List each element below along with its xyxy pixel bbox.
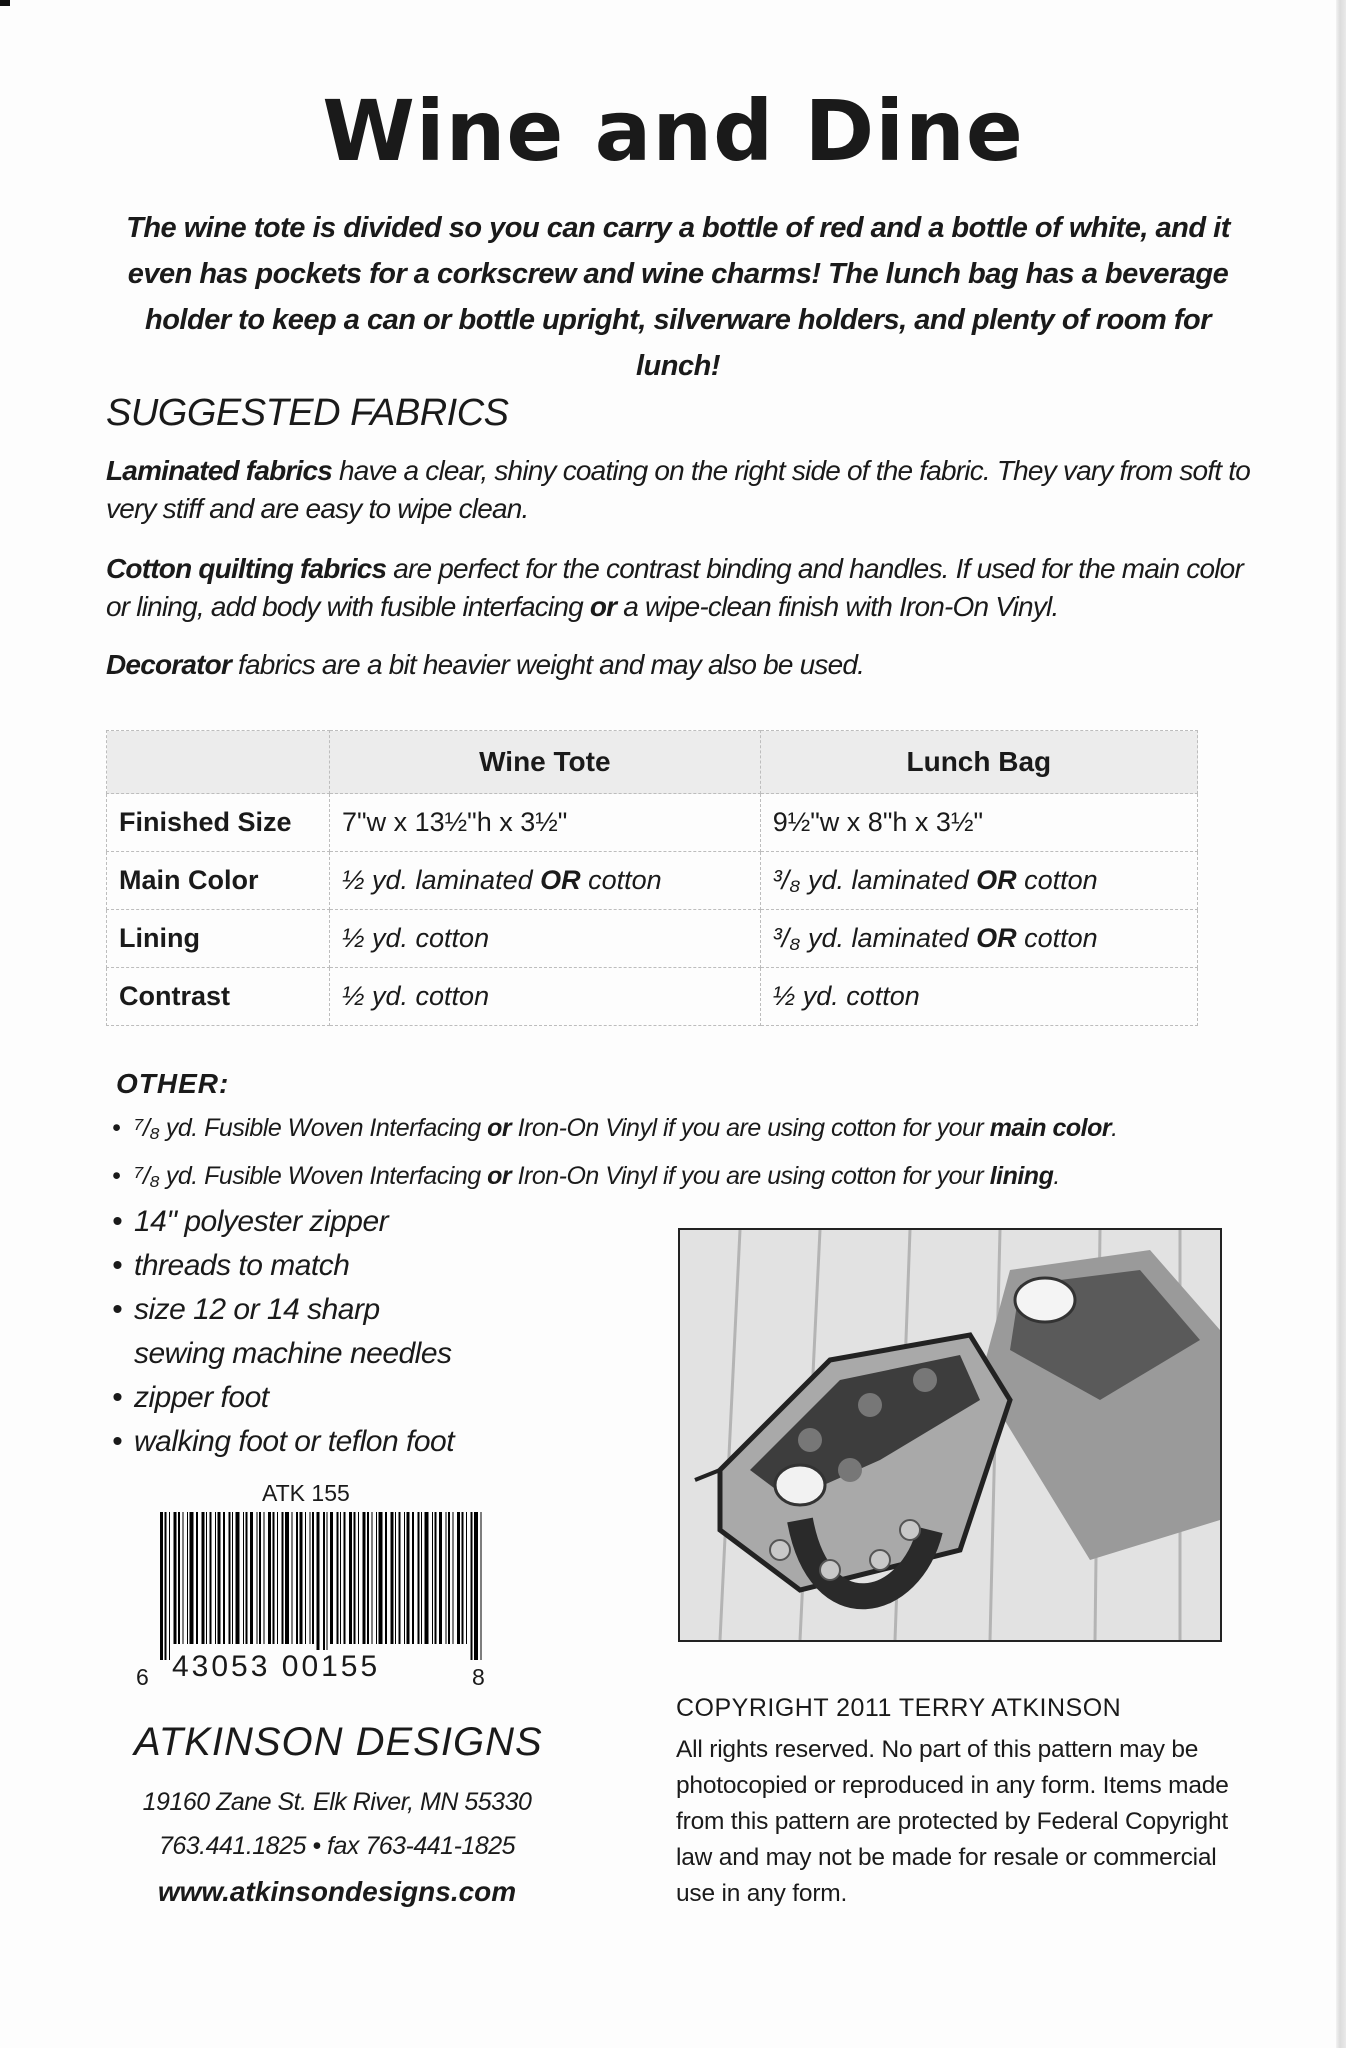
row-label: Finished Size xyxy=(107,794,330,852)
cotton-term: Cotton quilting fabrics xyxy=(106,553,387,584)
barcode-bar xyxy=(206,1512,207,1644)
wine-value-or: OR xyxy=(540,865,581,895)
cotton-or: or xyxy=(589,591,617,622)
barcode-bar xyxy=(337,1512,339,1644)
lunch-value-or: OR xyxy=(976,923,1017,953)
suggested-fabrics-heading: SUGGESTED FABRICS xyxy=(106,392,509,434)
barcode-bar xyxy=(439,1512,442,1644)
barcode-bar xyxy=(178,1512,180,1644)
wine-value xyxy=(330,852,761,910)
company-name: ATKINSON DESIGNS xyxy=(134,1720,543,1764)
row-label: Contrast xyxy=(107,968,330,1026)
barcode-bar xyxy=(264,1512,265,1644)
barcode-bar xyxy=(277,1512,278,1644)
sku-label: ATK 155 xyxy=(262,1480,350,1506)
barcode-bar xyxy=(446,1512,447,1644)
item-end: . xyxy=(1111,1114,1118,1142)
barcode-bar xyxy=(448,1512,450,1644)
lunch-value-post: cotton xyxy=(1016,923,1098,953)
barcode-bar xyxy=(418,1512,420,1644)
barcode-bar xyxy=(376,1512,377,1644)
item-end: . xyxy=(1053,1162,1060,1190)
barcode-bar xyxy=(246,1512,248,1644)
barcode-bar xyxy=(385,1512,387,1644)
barcode-bar xyxy=(317,1512,320,1660)
item-or: or xyxy=(487,1114,512,1142)
item-text: Iron-On Vinyl if you are using cotton for your xyxy=(511,1114,990,1142)
list-item: • threads to match xyxy=(110,1244,1118,1288)
barcode-left-digit: 6 xyxy=(136,1664,149,1690)
barcode-bar xyxy=(323,1512,325,1660)
item-or: or xyxy=(487,1162,512,1190)
barcode-bar xyxy=(236,1512,240,1644)
barcode-bar xyxy=(232,1512,233,1644)
list-item xyxy=(110,1104,1118,1152)
barcode-bar xyxy=(327,1512,328,1660)
table-row xyxy=(107,968,1198,1026)
barcode-bar xyxy=(282,1512,284,1644)
cotton-text: are perfect for the contrast binding and handles. If used for the main color or lining, add body with fusible interfacing xyxy=(106,553,1243,622)
page-title: Wine and Dine xyxy=(322,82,1024,180)
barcode-bar xyxy=(474,1512,478,1660)
list-item: • walking foot or teflon foot xyxy=(110,1420,1118,1464)
barcode-image xyxy=(156,1512,486,1660)
barcode-bar xyxy=(330,1512,333,1644)
wine-value: 7"w x 13½"h x 3½" xyxy=(330,794,761,852)
barcode-bar xyxy=(169,1512,170,1660)
table-header-lunch-bag: Lunch Bag xyxy=(760,731,1197,794)
table-row xyxy=(107,910,1198,968)
row-label: Lining xyxy=(107,910,330,968)
item-text: Iron-On Vinyl if you are using cotton for your xyxy=(511,1162,990,1190)
table-row xyxy=(107,852,1198,910)
cotton-text-2: a wipe-clean finish with Iron-On Vinyl. xyxy=(616,591,1059,622)
barcode-bar xyxy=(202,1512,205,1644)
barcode-bar xyxy=(259,1512,261,1644)
barcode-bar xyxy=(165,1512,167,1660)
barcode-bar xyxy=(354,1512,356,1644)
wine-value: ½ yd. cotton xyxy=(330,968,761,1026)
barcode-bar xyxy=(457,1512,460,1644)
company-phones: 763.441.1825 • fax 763-441-1825 xyxy=(158,1832,516,1860)
barcode-bar xyxy=(404,1512,405,1644)
laminated-term: Laminated fabrics xyxy=(106,455,333,486)
list-item: • size 12 or 14 sharp xyxy=(110,1288,1118,1332)
table-header-row xyxy=(107,731,1198,794)
barcode-bar xyxy=(379,1512,383,1644)
cotton-paragraph xyxy=(106,550,1256,626)
laminated-paragraph xyxy=(106,452,1256,528)
company-website: www.atkinsondesigns.com xyxy=(157,1876,517,1907)
barcode-bar xyxy=(174,1512,177,1644)
decorator-text: fabrics are a bit heavier weight and may also be used. xyxy=(231,649,865,680)
barcode-bar xyxy=(285,1512,289,1644)
wine-value-pre: ½ yd. laminated xyxy=(342,865,541,895)
barcode-bar xyxy=(268,1512,271,1644)
barcode-right-digit: 8 xyxy=(472,1664,485,1690)
barcode-bar xyxy=(391,1512,394,1644)
row-label: Main Color xyxy=(107,852,330,910)
lunch-value: 9½"w x 8"h x 3½" xyxy=(760,794,1197,852)
barcode-bar xyxy=(229,1512,231,1644)
barcode-number: 43053 00155 xyxy=(172,1650,381,1683)
barcode-bar xyxy=(160,1512,163,1660)
table-header-wine-tote: Wine Tote xyxy=(330,731,761,794)
wine-value-post: cotton xyxy=(580,865,662,895)
company-address: 19160 Zane St. Elk River, MN 55330 xyxy=(142,1788,532,1816)
barcode-bar xyxy=(481,1512,482,1660)
barcode-bar xyxy=(340,1512,341,1644)
list-item xyxy=(110,1152,1118,1200)
barcode-bar xyxy=(407,1512,410,1644)
lunch-value xyxy=(760,910,1197,968)
fabric-table xyxy=(106,730,1198,1026)
barcode-bar xyxy=(453,1512,454,1644)
barcode-bar xyxy=(210,1512,212,1644)
barcode-bar xyxy=(462,1512,464,1644)
laminated-text: have a clear, shiny coating on the right side of the fabric. They vary from soft to very stiff and are easy to wipe clean. xyxy=(106,455,1251,524)
barcode-bar xyxy=(399,1512,401,1644)
barcode-bar xyxy=(395,1512,396,1644)
barcode-bar xyxy=(435,1512,437,1644)
item-bold: lining xyxy=(989,1162,1054,1190)
lunch-value-pre: ³/₈ yd. laminated xyxy=(772,865,977,895)
copyright-heading: COPYRIGHT 2011 TERRY ATKINSON xyxy=(676,1694,1122,1722)
list-item-continued: sewing machine needles xyxy=(134,1337,452,1370)
decorator-term: Decorator xyxy=(106,649,232,680)
list-item: • 14" polyester zipper xyxy=(110,1200,1118,1244)
barcode-bar xyxy=(305,1512,306,1644)
item-text: ⁷/₈ yd. Fusible Woven Interfacing xyxy=(134,1114,488,1142)
barcode-bar xyxy=(367,1512,369,1644)
item-text: ⁷/₈ yd. Fusible Woven Interfacing xyxy=(134,1162,488,1190)
other-heading: OTHER: xyxy=(116,1068,230,1099)
barcode-bar xyxy=(296,1512,298,1644)
list-item: • zipper foot xyxy=(110,1376,1118,1420)
lunch-value-or: OR xyxy=(976,865,1017,895)
barcode-bar xyxy=(412,1512,414,1644)
copyright-body: All rights reserved. No part of this pattern may be photocopied or reproduced in any form. Items made from this pattern are protected by Federal Copyright law and may not be made for resale or commercial use in any form. xyxy=(676,1736,1229,1907)
barcode-bar xyxy=(358,1512,359,1644)
barcode-bar xyxy=(425,1512,429,1644)
barcode-bar xyxy=(432,1512,433,1644)
barcode-bar xyxy=(466,1512,467,1644)
barcode-bar xyxy=(257,1512,258,1644)
page-edge xyxy=(1336,0,1346,2048)
table-row xyxy=(107,794,1198,852)
barcode-bar xyxy=(187,1512,188,1644)
lunch-value xyxy=(760,852,1197,910)
scan-mark xyxy=(0,0,10,6)
wine-value: ½ yd. cotton xyxy=(330,910,761,968)
barcode-bar xyxy=(183,1512,184,1644)
decorator-paragraph xyxy=(106,646,1256,684)
barcode-bar xyxy=(196,1512,198,1644)
barcode-bar xyxy=(312,1512,314,1644)
barcode-bar xyxy=(223,1512,225,1644)
barcode-bar xyxy=(273,1512,275,1644)
product-photo xyxy=(678,1228,1222,1642)
table-header-empty xyxy=(107,731,330,794)
lunch-value-pre: ³/₈ yd. laminated xyxy=(772,923,977,953)
barcode-bar xyxy=(372,1512,373,1644)
product-photo-illustration xyxy=(680,1230,1220,1640)
barcode-bar xyxy=(300,1512,303,1644)
barcode-bar xyxy=(218,1512,221,1644)
barcode-bar xyxy=(421,1512,422,1644)
barcode-bar xyxy=(310,1512,311,1644)
lunch-value-post: cotton xyxy=(1016,865,1098,895)
barcode-bar xyxy=(349,1512,352,1644)
barcode-bar xyxy=(243,1512,244,1644)
intro-text: The wine tote is divided so you can carry a bottle of red and a bottle of white, and it even has pockets for a corkscrew and wine charms! The lunch bag has a beverage holder to keep a can or bottle upright, silverware holders, and plenty of room for lunch! xyxy=(126,212,1230,382)
barcode-bar xyxy=(344,1512,346,1644)
barcode-bar xyxy=(471,1512,473,1660)
barcode-bar xyxy=(292,1512,293,1644)
lunch-value: ½ yd. cotton xyxy=(760,968,1197,1026)
barcode-bar xyxy=(215,1512,216,1644)
barcode-bar xyxy=(190,1512,194,1644)
barcode-bar xyxy=(250,1512,253,1644)
barcode-bar xyxy=(363,1512,366,1644)
item-bold: main color xyxy=(989,1114,1112,1142)
